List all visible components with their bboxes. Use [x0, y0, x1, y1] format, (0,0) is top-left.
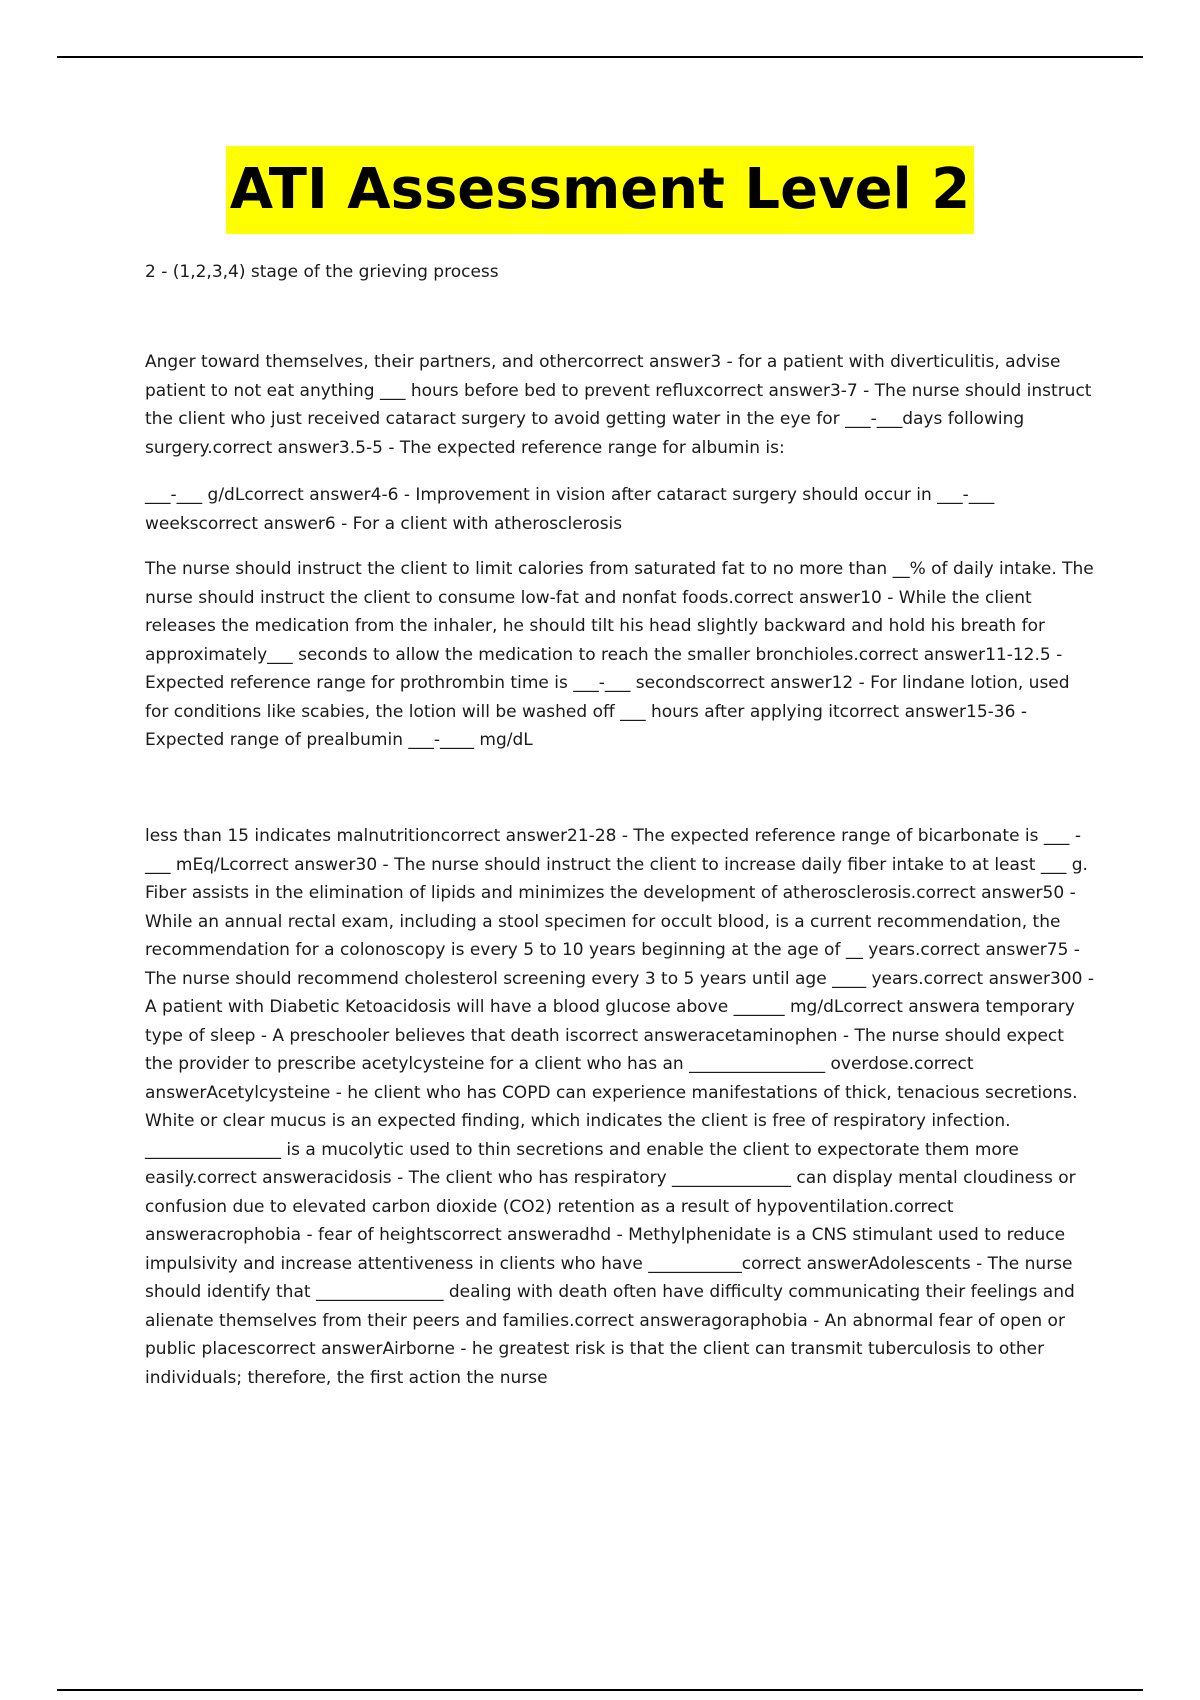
title-container	[0, 146, 1200, 234]
paragraph: less than 15 indicates malnutritioncorrect answer21-28 - The expected reference range of bicarbonate is ___ -___ mEq/Lcorrect answer30 - The nurse should instruct the client to increase daily fiber intake to at least ___ g. Fiber assists in the elimination of lipids and minimizes the development of atherosclerosis.correct answer50 - While an annual rectal exam, including a stool specimen for occult blood, is a current recommendation, the recommendation for a colonoscopy is every 5 to 10 years beginning at the age of __ years.correct answer75 - The nurse should recommend cholesterol screening every 3 to 5 years until age ____ years.correct answer300 - A patient with Diabetic Ketoacidosis will have a blood glucose above ______ mg/dLcorrect answera temporary type of sleep - A preschooler believes that death iscorrect answeracetaminophen - The nurse should expect the provider to prescribe acetylcysteine for a client who has an ________________ overdose.correct answerAcetylcysteine - he client who has COPD can experience manifestations of thick, tenacious secretions. White or clear mucus is an expected finding, which indicates the client is free of respiratory infection. ________________ is a mucolytic used to thin secretions and enable the client to expectorate them more easily.correct answeracidosis - The client who has respiratory ______________ can display mental cloudiness or confusion due to elevated carbon dioxide (CO2) retention as a result of hypoventilation.correct answeracrophobia - fear of heightscorrect answeradhd - Methylphenidate is a CNS stimulant used to reduce impulsivity and increase attentiveness in clients who have ___________correct answerAdolescents - The nurse should identify that _______________ dealing with death often have difficulty communicating their feelings and alienate themselves from their peers and families.correct answeragoraphobia - An abnormal fear of open or public placescorrect answerAirborne - he greatest risk is that the client can transmit tuberculosis to other individuals; therefore, the first action the nurse	[145, 826, 1094, 1388]
document-title: ATI Assessment Level 2	[226, 146, 974, 234]
paragraph: ___-___ g/dLcorrect answer4-6 - Improvement in vision after cataract surgery should occur in ___-___ weekscorrect answer6 - For a client with atherosclerosis	[145, 485, 995, 534]
bottom-rule	[57, 1689, 1143, 1691]
paragraph: 2 - (1,2,3,4) stage of the grieving process	[145, 262, 499, 282]
top-rule	[57, 56, 1143, 58]
content-block-5	[145, 822, 1095, 1392]
paragraph: Anger toward themselves, their partners, and othercorrect answer3 - for a patient with diverticulitis, advise patient to not eat anything ___ hours before bed to prevent refluxcorrect answer3-7 - The nurse should instruct the client who just received cataract surgery to avoid getting water in the eye for ___-___days following surgery.correct answer3.5-5 - The expected reference range for albumin is:	[145, 352, 1092, 458]
paragraph: The nurse should instruct the client to limit calories from saturated fat to no more than __% of daily intake. The nurse should instruct the client to consume low-fat and nonfat foods.correct answer10 - While the client releases the medication from the inhaler, he should tilt his head slightly backward and hold his breath for approximately___ seconds to allow the medication to reach the smaller bronchioles.correct answer11-12.5 - Expected reference range for prothrombin time is ___-___ secondscorrect answer12 - For lindane lotion, used for conditions like scabies, the lotion will be washed off ___ hours after applying itcorrect answer15-36 - Expected range of prealbumin ___-____ mg/dL	[145, 559, 1094, 750]
content-block-2	[145, 348, 1095, 462]
content-block-3	[145, 481, 1095, 538]
content-block-4	[145, 555, 1095, 755]
content-block-1	[145, 258, 1095, 287]
